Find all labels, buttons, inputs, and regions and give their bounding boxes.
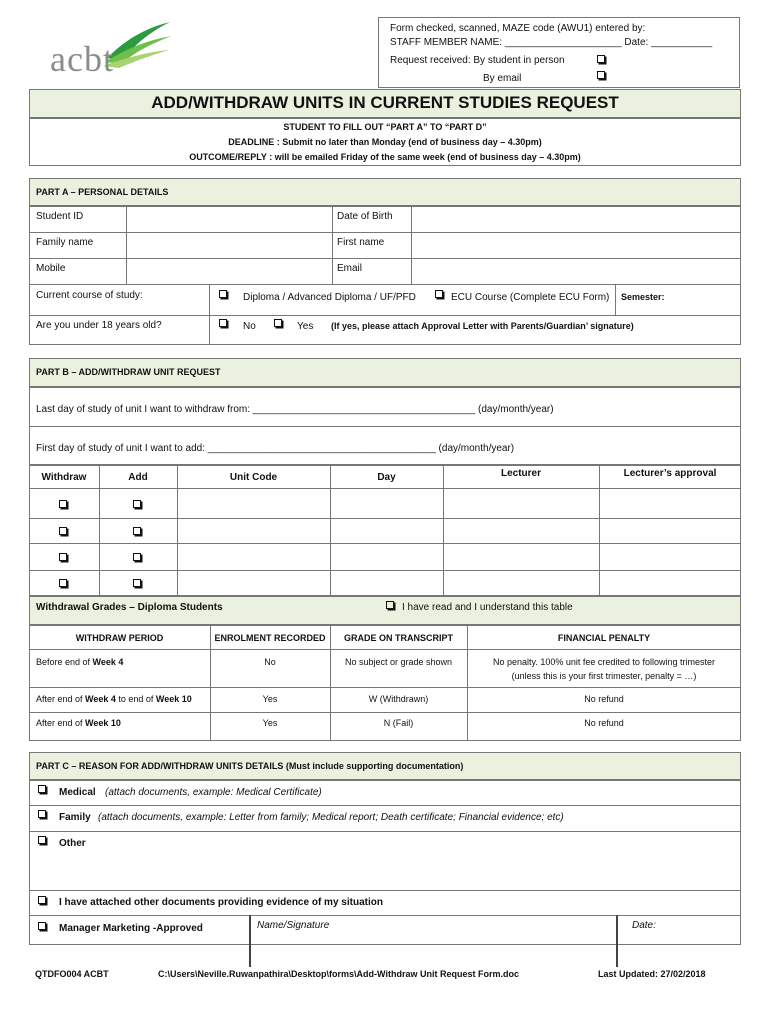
office-received: Request received: By student in person: [390, 55, 565, 66]
grades-row3-enrol: Yes: [262, 718, 278, 728]
withdraw-checkbox-4[interactable]: [59, 579, 67, 587]
footer-path: C:\Users\Neville.Ruwanpathira\Desktop\forms\Add-Withdraw Unit Request Form.doc: [158, 969, 519, 979]
medical-checkbox[interactable]: [38, 785, 46, 793]
col-withdraw: Withdraw: [41, 472, 87, 483]
email-field[interactable]: [412, 259, 740, 283]
instruction-1: STUDENT TO FILL OUT “PART A” TO “PART D”: [283, 122, 487, 132]
instruction-2: DEADLINE : Submit no later than Monday (end of business day – 4.30pm): [228, 137, 542, 147]
last-day-line[interactable]: Last day of study of unit I want to withdraw from: ________________________________________ (day/month/year): [36, 404, 554, 415]
grades-row2-grade: W (Withdrawn): [368, 694, 429, 704]
in-person-checkbox[interactable]: [597, 55, 605, 63]
col-lecturer: Lecturer: [500, 468, 541, 479]
email-label: Email: [337, 263, 363, 274]
family-label: Family: [59, 812, 91, 823]
ecu-checkbox[interactable]: [435, 290, 443, 298]
ack-checkbox[interactable]: [386, 601, 394, 609]
dob-label: Date of Birth: [337, 211, 393, 222]
other-checkbox[interactable]: [38, 836, 46, 844]
withdraw-checkbox-3[interactable]: [59, 553, 67, 561]
manager-label: Manager Marketing -Approved: [59, 923, 203, 934]
col-unit-code: Unit Code: [229, 472, 278, 483]
first-name-field[interactable]: [412, 233, 740, 257]
logo-text: acbt: [50, 39, 114, 79]
dob-field[interactable]: [412, 207, 740, 231]
page-title: ADD/WITHDRAW UNITS IN CURRENT STUDIES REQUEST: [151, 93, 619, 112]
grades-row3-grade: N (Fail): [383, 718, 414, 728]
col-add: Add: [128, 472, 148, 483]
medical-label: Medical: [59, 787, 96, 798]
under-18-yes: Yes: [297, 321, 314, 332]
family-name-field[interactable]: [127, 233, 331, 257]
grades-row1-period: Before end of Week 4: [36, 657, 124, 667]
mobile-field[interactable]: [127, 259, 331, 283]
family-note: (attach documents, example: Letter from family; Medical report; Death certificate; Financial evidence; etc): [98, 812, 564, 823]
medical-note: (attach documents, example: Medical Certificate): [105, 787, 322, 798]
first-name-label: First name: [337, 237, 385, 248]
withdraw-checkbox-1[interactable]: [59, 500, 67, 508]
footer-updated: Last Updated: 27/02/2018: [598, 969, 706, 979]
acbt-logo: [45, 18, 175, 78]
grades-col-penalty: FINANCIAL PENALTY: [557, 633, 651, 643]
footer-code: QTDFO004 ACBT: [35, 969, 109, 979]
student-id-field[interactable]: [127, 207, 331, 231]
by-email-checkbox[interactable]: [597, 71, 605, 79]
grades-row1-penalty-1: No penalty. 100% unit fee credited to following trimester: [493, 657, 715, 667]
col-lecturer-approval: Lecturer’s approval: [623, 468, 717, 479]
family-checkbox[interactable]: [38, 810, 46, 818]
office-line1: Form checked, scanned, MAZE code (AWU1) entered by:: [390, 23, 646, 34]
grades-row2-enrol: Yes: [262, 694, 278, 704]
attached-label: I have attached other documents providing evidence of my situation: [59, 897, 383, 908]
part-c-header: PART C – REASON FOR ADD/WITHDRAW UNITS DETAILS (Must include supporting documentation): [36, 761, 464, 771]
first-day-line[interactable]: First day of study of unit I want to add: _________________________________________ (day/month/year): [36, 443, 515, 454]
under-18-label: Are you under 18 years old?: [36, 320, 162, 331]
add-checkbox-1[interactable]: [133, 500, 141, 508]
grades-col-period: WITHDRAW PERIOD: [75, 633, 164, 643]
add-checkbox-3[interactable]: [133, 553, 141, 561]
grades-ack: I have read and I understand this table: [402, 602, 573, 613]
course-label: Current course of study:: [36, 290, 143, 301]
diploma-checkbox[interactable]: [219, 290, 227, 298]
under-18-no: No: [243, 321, 256, 332]
grades-row1-penalty-2: (unless this is your first trimester, penalty = …): [511, 671, 697, 681]
grades-row3-penalty: No refund: [584, 718, 624, 728]
semester-label: Semester:: [621, 292, 665, 302]
col-day: Day: [377, 472, 396, 483]
family-name-label: Family name: [36, 237, 94, 248]
add-checkbox-2[interactable]: [133, 527, 141, 535]
grades-header: Withdrawal Grades – Diploma Students: [36, 602, 223, 613]
course-option-diploma: Diploma / Advanced Diploma / UF/PFD: [243, 292, 416, 303]
grades-row1-enrol: No: [264, 657, 276, 667]
office-by-email: By email: [483, 73, 522, 84]
grades-col-grade: GRADE ON TRANSCRIPT: [343, 633, 453, 643]
grades-row3-period: After end of Week 10: [36, 718, 121, 728]
date-label: Date:: [632, 920, 656, 931]
instruction-3: OUTCOME/REPLY : will be emailed Friday of the same week (end of business day – 4.30pm): [189, 152, 581, 162]
grades-row2-penalty: No refund: [584, 694, 624, 704]
grades-row2-period: After end of Week 4 to end of Week 10: [36, 694, 192, 704]
office-staff-line: STAFF MEMBER NAME: _____________________ Date: ___________: [390, 37, 713, 48]
withdraw-checkbox-2[interactable]: [59, 527, 67, 535]
part-a-header: PART A – PERSONAL DETAILS: [36, 187, 169, 197]
attached-checkbox[interactable]: [38, 896, 46, 904]
student-id-label: Student ID: [36, 211, 84, 222]
grades-col-enrolment: ENROLMENT RECORDED: [214, 633, 326, 643]
manager-approved-checkbox[interactable]: [38, 922, 46, 930]
add-checkbox-4[interactable]: [133, 579, 141, 587]
name-signature-label: Name/Signature: [257, 920, 330, 931]
grades-row1-grade: No subject or grade shown: [344, 657, 453, 667]
under-18-no-checkbox[interactable]: [219, 319, 227, 327]
part-b-header: PART B – ADD/WITHDRAW UNIT REQUEST: [36, 367, 221, 377]
mobile-label: Mobile: [36, 263, 66, 274]
other-reason-field[interactable]: [30, 852, 740, 889]
under-18-note: (If yes, please attach Approval Letter with Parents/Guardian’ signature): [331, 321, 634, 331]
course-option-ecu: ECU Course (Complete ECU Form): [451, 292, 610, 303]
under-18-yes-checkbox[interactable]: [274, 319, 282, 327]
other-label: Other: [59, 838, 86, 849]
